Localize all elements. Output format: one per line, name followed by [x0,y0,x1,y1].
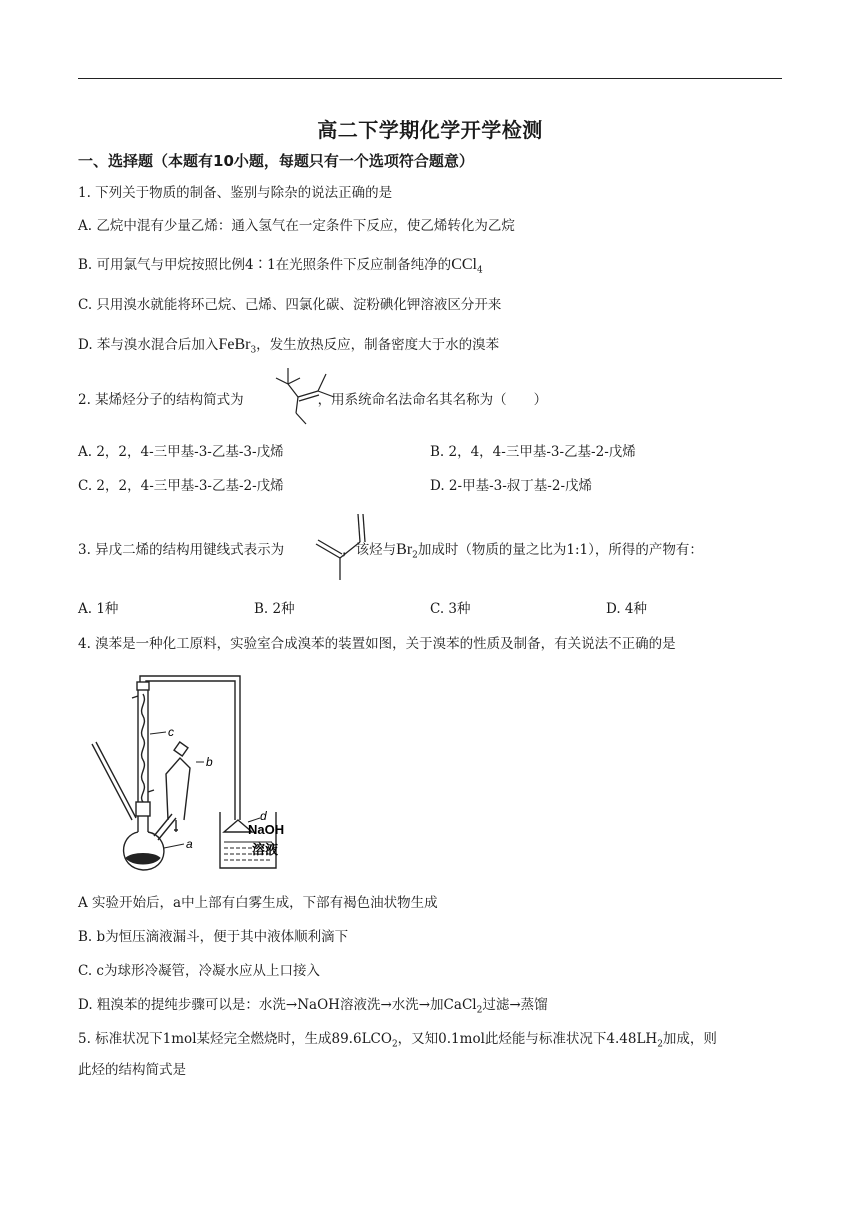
q5-text-a: 5. 标准状况下1mol某烃完全燃烧时，生成89.6LCO [78,1031,392,1047]
q2-stem-text-end: ，用系统命名法命名其名称为（ ） [317,392,548,408]
q2-option-a: A. 2，2，4-三甲基-3-乙基-3-戊烯 [78,444,284,460]
label-c: c [168,725,174,739]
q1-option-b [78,255,483,281]
label-naoh: NaOH [248,822,285,837]
q4-stem: 4. 溴苯是一种化工原料，实验室合成溴苯的装置如图，关于溴苯的性质及制备，有关说法不正确的是 [78,636,676,652]
q3-stem-text-end: 加成时（物质的量之比为1:1），所得的产物有： [417,542,703,558]
q3-structure-diagram [312,508,376,584]
q2-structure-diagram [272,362,350,428]
q4-option-d [78,995,548,1021]
q1-option-d [78,335,499,361]
q4-option-c: C. c为球形冷凝管，冷凝水应从上口接入 [78,963,320,979]
q5-line2: 此烃的结构简式是 [78,1062,186,1078]
q3-formula: Br [396,541,413,558]
page-title: 高二下学期化学开学检测 [317,118,543,142]
q1-option-c: C. 只用溴水就能将环己烷、己烯、四氯化碳、淀粉碘化钾溶液区分开来 [78,297,502,313]
section-heading: 一、选择题（本题有10小题，每题只有一个选项符合题意） [78,152,474,170]
q5-text-b: ，又知0.1mol此烃能与标准状况下4.48LH [397,1031,658,1047]
q4-option-d-text-end: 过滤→蒸馏 [482,997,548,1013]
q5-sub-2: 2 [657,1039,663,1050]
q2-stem-text: 2. 某烯烃分子的结构简式为 [78,392,244,408]
q1-option-d-text: D. 苯与溴水混合后加入 [78,337,219,353]
q4-option-d-text: D. 粗溴苯的提纯步骤可以是：水洗→NaOH溶液洗→水洗→加CaCl [78,997,477,1013]
label-solution: 溶液 [252,842,279,857]
q2-option-d: D. 2-甲基-3-叔丁基-2-戊烯 [430,478,592,494]
q3-option-a: A. 1种 [78,601,119,617]
label-b: b [206,755,213,769]
q3-stem-text-mid: ，该烃与 [342,542,397,558]
q5-text-c: 加成，则 [662,1031,717,1047]
q2-option-b: B. 2，4，4-三甲基-3-乙基-2-戊烯 [430,444,636,460]
q2-option-c: C. 2，2，4-三甲基-3-乙基-2-戊烯 [78,478,284,494]
q5-sub-1: 2 [391,1039,398,1050]
q4-option-d-sub: 2 [476,1005,483,1016]
q1-option-b-text: B. 可用氯气与甲烷按照比例4∶1在光照条件下反应制备纯净的 [78,257,452,273]
q1-option-d-text-end: ，发生放热反应，制备密度大于水的溴苯 [256,337,500,353]
label-a: a [186,837,193,851]
q4-option-b: B. b为恒压滴液漏斗，便于其中液体顺利滴下 [78,929,349,945]
label-d: d [260,809,267,823]
q3-option-c: C. 3种 [430,601,471,617]
q1-option-a: A. 乙烷中混有少量乙烯：通入氢气在一定条件下反应，使乙烯转化为乙烷 [78,218,515,234]
q3-stem-text: 3. 异戊二烯的结构用键线式表示为 [78,542,285,558]
header-rule [78,78,782,79]
q1-option-b-sub: 4 [476,265,483,276]
q3-stem [78,540,703,566]
q4-apparatus-figure [88,672,288,872]
q3-option-b: B. 2种 [254,601,295,617]
q1-stem: 1. 下列关于物质的制备、鉴别与除杂的说法正确的是 [78,185,393,201]
q5-line1 [78,1029,717,1055]
q1-option-d-sub: 3 [250,345,257,356]
q3-formula-sub: 2 [412,550,418,561]
q1-option-d-formula: FeBr [218,336,251,353]
q3-option-d: D. 4种 [606,601,648,617]
q4-option-a: A 实验开始后，a中上部有白雾生成，下部有褐色油状物生成 [78,895,438,911]
q1-option-b-formula: CCl [451,256,477,273]
